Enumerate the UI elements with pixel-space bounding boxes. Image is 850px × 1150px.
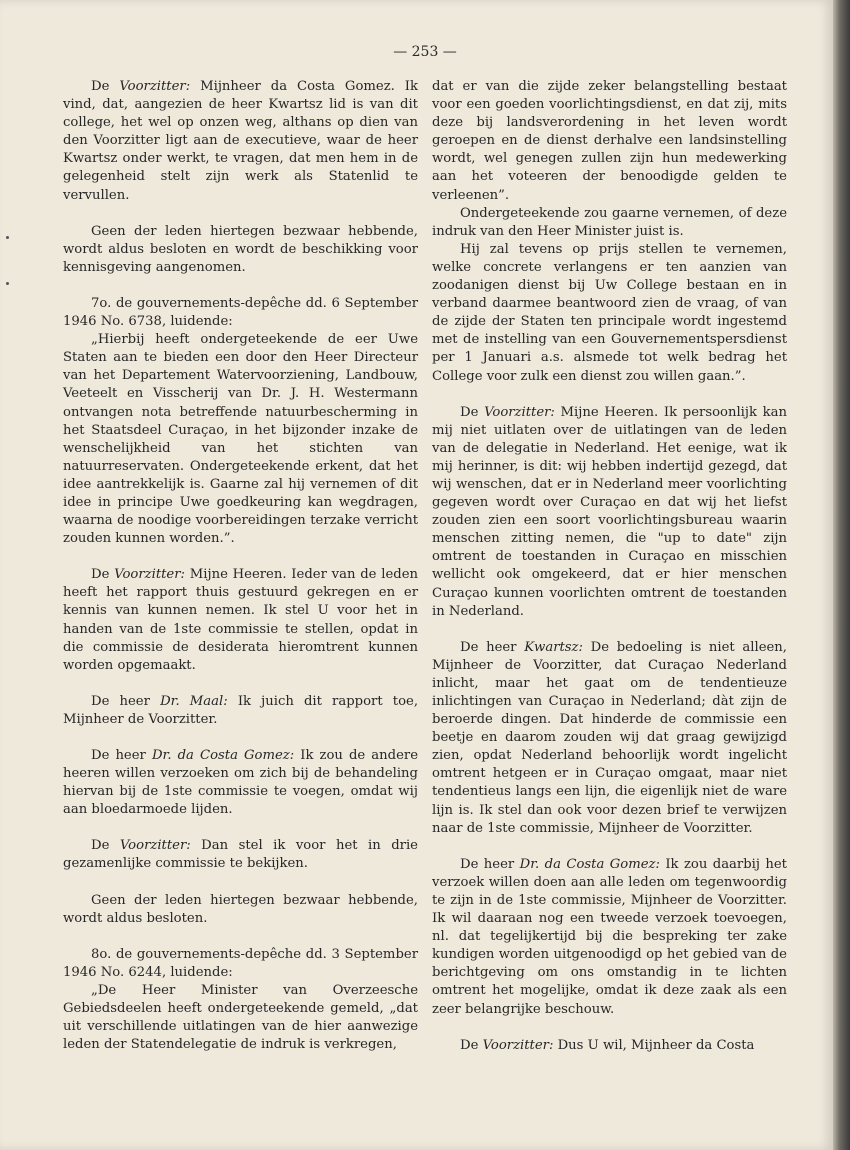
speaker-prefix: De heer <box>460 856 515 872</box>
speaker-prefix: De <box>91 79 110 94</box>
speaker-name: Voorzitter: <box>114 567 185 583</box>
speaker-name: Dr. Maal: <box>160 693 228 709</box>
paragraph <box>63 747 418 819</box>
paragraph-text: Ik juich dit rapport toe, Mijnheer de Voorzitter. <box>63 693 419 727</box>
paragraph <box>432 1037 787 1055</box>
speaker-prefix: De heer <box>91 748 146 763</box>
paragraph-text: Ik zou daarbij het verzoek willen doen aan alle leden om tegenwoordig te zijn in de 1ste commissie, Mijnheer de Voorzitter. Ik wil daaraan nog een tweede verzoek toevoegen, nl. dat tegelijkertijd bij die bespreking ter zake kundigen worden uitgenoodigd op het gebied van de berichtgeving om ons omstandig in te lichten omtrent het mogelijke, omdat ik deze zaak als een zeer belangrijke beschouw. <box>432 856 787 1017</box>
scan-mark <box>6 236 9 239</box>
speaker-prefix: De heer <box>91 693 150 709</box>
page-number: — 253 — <box>393 44 457 60</box>
paragraph: Geen der leden hiertegen bezwaar hebbende, wordt aldus besloten. <box>63 892 418 926</box>
paragraph <box>63 693 418 729</box>
right-column <box>432 78 787 1055</box>
speaker-prefix: De <box>91 567 110 583</box>
paragraph-text: Mijne Heeren. Ik persoonlijk kan mij niet uitlaten over de uitlatingen van de leden van de delegatie in Nederland. Het eenige, wat ik mij herinner, is dit: wij hebben indertijd gezegd, dat wij wenschen, dat er in Nederland meer voorlichting gegeven wordt over Curaçao en dat wij het liefst zouden zien een soort voorlichtingsbureau waarin menschen zitting nemen, die "up to date" zijn omtrent de toestanden in Curaçao en misschien wellicht ook omgekeerd, dat er hier menschen Curaçao kunnen voorlichten omtrent de toestanden in Nederland. <box>432 404 787 619</box>
paragraph-text: Dus U wil, Mijnheer da Costa <box>557 1037 755 1053</box>
paragraph-text: Ik zou de andere heeren willen verzoeken om zich bij de behandeling hiervan bij de 1ste commissie te voegen, omdat wij aan bloedarmoede lijden. <box>63 748 418 818</box>
paragraph: Hij zal tevens op prijs stellen te vernemen, welke concrete verlangens er ten aanzien van zoodanigen dienst bij Uw College bestaan en in verband daarmee beantwoord zien de vraag, of van de zijde der Staten ten principale wordt ingestemd met de instelling van een Gouvernementspersdienst per 1 Januari a.s. alsmede tot welk bedrag het College voor zulk een dienst zou willen gaan.”. <box>432 241 787 384</box>
speaker-prefix: De <box>460 1037 479 1053</box>
paragraph: „Hierbij heeft ondergeteekende de eer Uwe Staten aan te bieden een door den Heer Directeur van het Departement Watervoorziening, Landbouw, Veeteelt en Visscherij van Dr. J. H. Westermann ontvangen nota betreffende natuurbescherming in het Staatsdeel Curaçao, in het bijzonder inzake de wenschelijkheid van het stichten van natuurreservaten. Ondergeteekende erkent, dat het idee aantrekkelijk is. Gaarne zal hij vernemen of dit idee in principe Uwe goedkeuring kan wegdragen, waarna de noodige voorbereidingen terzake verricht zouden kunnen worden.”. <box>63 332 418 547</box>
paragraph: Ondergeteekende zou gaarne vernemen, of deze indruk van den Heer Minister juist is. <box>432 205 787 239</box>
paragraph <box>63 78 418 205</box>
speaker-prefix: De <box>91 838 110 854</box>
paragraph: 8o. de gouvernements-depêche dd. 3 September 1946 No. 6244, luidende: <box>63 946 418 980</box>
speaker-name: Voorzitter: <box>484 404 555 420</box>
speaker-name: Kwartsz: <box>524 639 583 655</box>
paragraph <box>63 837 418 873</box>
page-edge <box>833 0 850 1150</box>
speaker-prefix: De <box>460 404 479 420</box>
paragraph <box>432 404 787 621</box>
paragraph: „De Heer Minister van Overzeesche Gebiedsdeelen heeft ondergeteekende gemeld, „dat uit verschillende uitlatingen van de hier aanwezige leden der Statendelegatie de indruk is verkregen, <box>63 982 418 1053</box>
paragraph <box>63 566 418 675</box>
paragraph-text: De bedoeling is niet alleen, Mijnheer de Voorzitter, dat Curaçao Nederland inlicht, maar het gaat om de tendentieuze inlichtingen van Curaçao in Nederland; dàt zijn de beroerde dingen. Dat hinderde de commissie een beetje en daarom zouden wij dat graag gewijzigd zien, opdat Nederland behoorlijk wordt ingelicht omtrent hetgeen er in Curaçao omgaat, maar niet tendentieus langs een lijn, die eigenlijk niet de ware lijn is. Ik stel dan ook voor dezen brief te verwijzen naar de 1ste commissie, Mijnheer de Voorzitter. <box>432 639 787 836</box>
speaker-name: Voorzitter: <box>119 79 191 94</box>
speaker-name: Voorzitter: <box>482 1037 554 1053</box>
left-column <box>63 78 418 1054</box>
paragraph: 7o. de gouvernements-depêche dd. 6 September 1946 No. 6738, luidende: <box>63 295 418 330</box>
paragraph-text: Mijne Heeren. Ieder van de leden heeft het rapport thuis gestuurd gekregen en er kennis van kunnen nemen. Ik stel U voor het in handen van de 1ste commissie te stellen, opdat in die commissie de desiderata hieromtrent kunnen worden opgemaakt. <box>63 567 418 673</box>
paragraph: Geen der leden hiertegen bezwaar hebbende, wordt aldus besloten en wordt de beschikking voor kennisgeving aangenomen. <box>63 223 418 275</box>
speaker-name: Dr. da Costa Gomez: <box>519 856 660 872</box>
speaker-name: Dr. da Costa Gomez: <box>151 748 295 763</box>
paragraph: dat er van die zijde zeker belangstelling bestaat voor een goeden voorlichtingsdienst, en dat zij, mits deze bij landsverordening in het leven wordt geroepen en de dienst derhalve een landsinstelling wordt, wel genegen zullen zijn hun medewerking aan het voteeren der benoodigde gelden te verleenen”. <box>432 79 787 203</box>
paragraph-text: Mijnheer da Costa Gomez. Ik vind, dat, aangezien de heer Kwartsz lid is van dit college, het wel op onzen weg, althans op dien van den Voorzitter ligt aan de executieve, waar de heer Kwartsz onder werkt, te vragen, dat men hem in de gelegenheid stelt zijn werk als Statenlid te vervullen. <box>63 79 418 203</box>
paragraph-text: Dan stel ik voor het in drie gezamenlijke commissie te bekijken. <box>63 838 418 872</box>
paragraph <box>432 856 787 1019</box>
paragraph <box>432 639 787 838</box>
speaker-name: Voorzitter: <box>119 838 191 854</box>
speaker-prefix: De heer <box>460 639 517 655</box>
scan-mark <box>6 282 9 285</box>
